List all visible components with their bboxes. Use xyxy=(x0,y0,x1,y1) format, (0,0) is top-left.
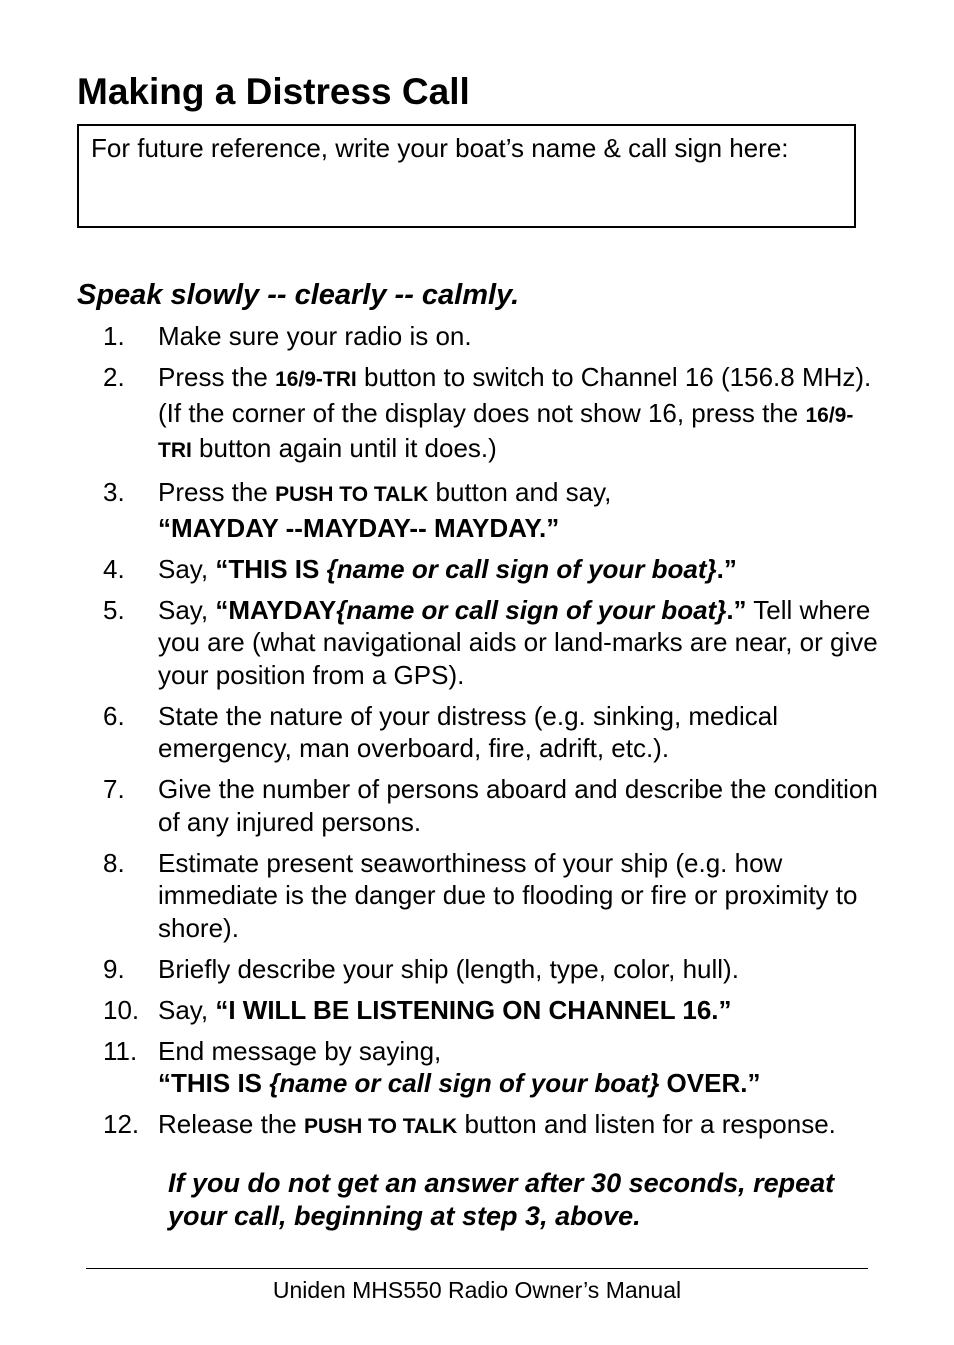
quote-placeholder: {name or call sign of your boat} xyxy=(336,594,727,625)
step-10 xyxy=(0,994,954,1027)
quote-text: “THIS IS xyxy=(215,553,327,584)
repeat-call-note: If you do not get an answer after 30 seconds, repeat your call, beginning at step 3, above. xyxy=(168,1168,835,1231)
step-number: 6. xyxy=(103,700,125,731)
step-number: 3. xyxy=(103,477,125,507)
quote-text: .” xyxy=(716,553,737,584)
footer-divider xyxy=(86,1268,868,1269)
step-text: Make sure your radio is on. xyxy=(158,321,472,351)
quote-placeholder: {name or call sign of your boat} xyxy=(269,1068,660,1098)
step-7 xyxy=(0,773,954,838)
reference-box-text: For future reference, write your boat’s name & call sign here: xyxy=(91,133,789,163)
step-9 xyxy=(0,953,954,986)
step-text: Press the xyxy=(158,477,276,507)
step-number: 12. xyxy=(103,1109,140,1139)
quote-text: “THIS IS xyxy=(158,1068,270,1098)
step-number: 11. xyxy=(103,1035,138,1066)
page-title: Making a Distress Call xyxy=(77,71,470,112)
step-2 xyxy=(0,361,954,468)
step-text: Press the xyxy=(158,362,276,392)
step-number: 10. xyxy=(103,994,140,1025)
steps-list xyxy=(0,320,954,1152)
step-number: 7. xyxy=(103,774,125,804)
quote-text: OVER.” xyxy=(659,1068,761,1098)
page-footer: Uniden MHS550 Radio Owner’s Manual xyxy=(272,1277,682,1303)
button-name: 16/9-TRI xyxy=(158,403,854,462)
step-text: button and say, xyxy=(428,477,612,507)
quote-placeholder: {name or call sign of your boat} xyxy=(326,553,717,584)
step-number: 1. xyxy=(103,321,125,351)
step-8 xyxy=(0,847,954,945)
step-text: button to switch to Channel 16 (156.8 MHz). (If the corner of the display does not show 16, press the xyxy=(158,362,872,428)
step-text: Estimate present seaworthiness of your ship (e.g. how immediate is the danger due to flooding or fire or proximity to shore). xyxy=(158,847,858,943)
quote-text: “MAYDAY --MAYDAY-- MAYDAY.” xyxy=(158,512,560,543)
step-number: 8. xyxy=(103,847,125,878)
step-5 xyxy=(0,594,954,692)
button-name: 16/9-TRI xyxy=(275,368,357,391)
button-name: PUSH TO TALK xyxy=(303,1115,458,1138)
step-12 xyxy=(0,1108,954,1144)
step-text: button again until it does.) xyxy=(191,433,497,463)
step-number: 5. xyxy=(103,594,125,625)
quote-text: .” xyxy=(726,594,747,625)
button-name: PUSH TO TALK xyxy=(275,483,429,506)
quote-text: “MAYDAY xyxy=(215,594,337,625)
step-6 xyxy=(0,700,954,765)
step-3 xyxy=(0,476,954,544)
step-text: Tell where you are (what navigational aids or land-marks are near, or give your position from a GPS). xyxy=(158,594,878,690)
step-11 xyxy=(0,1035,954,1100)
step-text: Release the xyxy=(158,1109,304,1139)
step-text: Briefly describe your ship (length, type, color, hull). xyxy=(158,953,739,984)
reference-box xyxy=(77,124,856,228)
step-text: Say, xyxy=(158,553,216,584)
step-number: 2. xyxy=(103,362,125,392)
step-text: Say, xyxy=(158,594,216,625)
step-4 xyxy=(0,553,954,586)
step-1 xyxy=(0,320,954,353)
step-number: 9. xyxy=(103,953,125,984)
step-text: Say, xyxy=(158,994,216,1025)
step-text: State the nature of your distress (e.g. sinking, medical emergency, man overboard, fire, adrift, etc.). xyxy=(158,700,778,763)
subtitle: Speak slowly -- clearly -- calmly. xyxy=(77,279,520,311)
step-text: Give the number of persons aboard and describe the condition of any injured persons. xyxy=(158,774,878,837)
step-number: 4. xyxy=(103,553,125,584)
step-text: button and listen for a response. xyxy=(457,1109,836,1139)
step-text: End message by saying, xyxy=(158,1035,442,1066)
quote-text: “I WILL BE LISTENING ON CHANNEL 16.” xyxy=(215,994,732,1025)
